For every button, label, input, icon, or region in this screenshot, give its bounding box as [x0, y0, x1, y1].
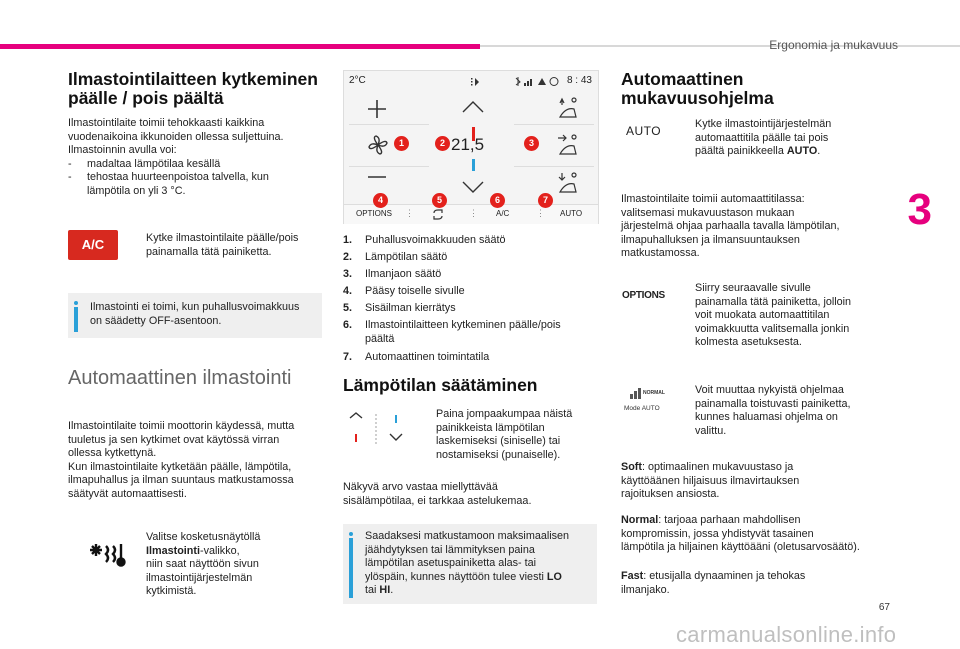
left-auto-para [68, 420, 338, 502]
page-number: 67 [878, 602, 890, 613]
left-title [68, 70, 318, 108]
separator-icon: ⋮ [469, 208, 478, 218]
text-line: valitsemasi mukavuustason mukaan [621, 206, 795, 219]
list-item: 4. Pääsy toiselle sivulle [343, 285, 465, 297]
callout-badge-7: 7 [538, 193, 553, 208]
text-line: Kytke ilmastointijärjestelmän [695, 118, 832, 130]
callout-badge-2: 2 [435, 136, 450, 151]
clock: 8 : 43 [566, 75, 592, 86]
list-item: päältä [365, 333, 395, 345]
list-item: 2. Lämpötilan säätö [343, 251, 448, 263]
text-line: vuodenaikoina ikkunoiden ollessa suljettuina. [68, 130, 284, 143]
callout-badge-1: 1 [394, 136, 409, 151]
text-line: ollessa kytkettynä. [68, 447, 157, 460]
text-line: lämpötilan asetuspainiketta alas- tai [365, 557, 537, 570]
text-line: painamalla tätä painiketta, jolloin [695, 295, 852, 308]
menu-dots-icon [470, 77, 480, 87]
normal-label: Normal [621, 514, 659, 526]
auto-mode-button[interactable]: AUTO [560, 209, 583, 218]
airflow-face-icon[interactable] [554, 132, 580, 158]
text-line: Ilmastointilaite toimii moottorin käydessä, mutta [68, 420, 295, 432]
menu-name: Ilmastointi [146, 544, 200, 557]
right-title-line-2: mukavuusohjelma [621, 88, 774, 108]
temp-para [343, 481, 603, 508]
text-line: Ilmastointilaite toimii automaattitilassa: [621, 193, 805, 205]
ac-button-icon: A/C [68, 230, 118, 260]
text-line: kolmesta asetuksesta. [695, 336, 802, 349]
temperature-value: 21,5 [451, 135, 485, 154]
text-line: kompromissin, jossa yhdistyvät tasainen [621, 527, 814, 540]
text-line: ilmastointijärjestelmän [146, 571, 253, 584]
text-line: Kytke ilmastointilaite päälle/pois [146, 232, 299, 244]
text-line: jäähdytyksen tai lämmityksen paina [365, 543, 535, 556]
info-icon-dot [349, 532, 353, 536]
mode-auto-label: Mode AUTO [624, 405, 660, 412]
info-icon [74, 307, 78, 332]
auto-keyword: AUTO [786, 145, 818, 158]
text-line: painamalla toistuvasti painiketta, [695, 397, 851, 410]
text-line: automaattitila päälle tai pois [695, 131, 829, 144]
text-line: lämpötila ja hiljainen käyttöääni (oletusarvosäätö). [621, 541, 860, 554]
dash-item: - tehostaa huurteenpoistoa talvella, kun lämpötila on yli 3 °C. [68, 171, 269, 197]
temp-instruction [418, 408, 616, 462]
options-button[interactable]: OPTIONS [356, 209, 393, 218]
text-line: matkustamossa. [621, 247, 700, 260]
text-line: nostamiseksi (punaiselle). [436, 448, 561, 461]
text-line: on säädetty OFF-asentoon. [90, 314, 222, 327]
temp-up-icon[interactable] [461, 100, 485, 114]
text-line: Ilmastointi ei toimi, kun puhallusvoimakkuus [90, 301, 300, 313]
separator-icon: ⋮ [536, 208, 545, 218]
text-line: voimakkuutta valitsemalla jonkin [695, 322, 850, 335]
list-item: 1. Puhallusvoimakkuuden säätö [343, 234, 506, 246]
temp-adjust-title [343, 376, 538, 395]
text-line: kunnes haluamasi ohjelma on [695, 411, 838, 424]
info-icon [349, 538, 353, 598]
airflow-windscreen-icon[interactable] [554, 95, 580, 121]
text-line: Valitse kosketusnäytöllä [146, 531, 261, 543]
list-item: 6. Ilmastointilaitteen kytkeminen päälle/pois [343, 319, 561, 331]
fast-para: Fast: etusijalla dynaaminen ja tehokas ilmanjako. [621, 570, 881, 597]
auto-button-icon: AUTO [626, 124, 662, 138]
right-title [621, 70, 774, 108]
watermark: carmanualsonline.info [676, 622, 897, 647]
climate-screen [343, 70, 599, 224]
auto-instruction [676, 118, 895, 159]
text-line [146, 545, 346, 559]
right-auto-para [621, 193, 881, 261]
left-title-line-1: Ilmastointilaitteen kytkeminen [68, 69, 318, 89]
separator-icon: ⋮ [405, 208, 414, 218]
text-line: Paina jompaakumpaa näistä [436, 408, 573, 420]
mode-normal-label: NORMAL [643, 390, 665, 396]
section-header: Ergonomia ja mukavuus [769, 38, 898, 52]
mode-instruction [676, 384, 900, 438]
text-line: painikkeista lämpötilan [436, 421, 545, 434]
callout-badge-5: 5 [432, 193, 447, 208]
info-icon-dot [74, 301, 78, 305]
text-line: rajoituksen ansiosta. [621, 488, 720, 501]
text-line: päältä painikkeella AUTO. [695, 145, 821, 158]
text-line: Ilmastointilaite toimii tehokkaasti kaikkina [68, 117, 265, 129]
text-line: ilmapuhallus ja ilman suuntaus matkustamossa [68, 474, 294, 487]
hi-label: HI [379, 584, 391, 597]
text-line: tuuletus ja sen kytkimet ovat käytössä virran [68, 433, 280, 446]
callout-badge-6: 6 [490, 193, 505, 208]
plus-icon[interactable] [366, 98, 388, 120]
text-line: Ilmastoinnin avulla voi: [68, 144, 177, 157]
text-line: laskemiseksi (siniselle) tai [436, 435, 561, 448]
text-line: säätyvät automaattisesti. [68, 487, 187, 500]
recirculation-icon[interactable] [432, 209, 444, 220]
fast-label: Fast [621, 570, 644, 582]
text-line: käyttöäänen hiljaisuus ilmavirtauksen [621, 474, 800, 487]
normal-para: Normal: tarjoaa parhaan mahdollisen kompromissin, jossa yhdistyvät tasainen lämpötila ja hiljainen käyttöääni (oletusarvosäätö). [621, 514, 891, 555]
dash-text: madaltaa lämpötilaa kesällä [87, 157, 221, 170]
temp-info-note [343, 524, 597, 604]
section-heading: Automaattinen ilmastointi [68, 367, 292, 389]
left-intro [68, 117, 338, 199]
text-line: Voit muuttaa nykyistä ohjelmaa [695, 384, 844, 396]
text-line: Siirry seuraavalle sivulle [695, 282, 811, 294]
soft-label: Soft [621, 461, 642, 473]
text-line: Näkyvä arvo vastaa miellyttävää [343, 481, 498, 493]
text-line: ilmapuhalluksen ja ilmansuuntauksen [621, 233, 800, 246]
right-title-line-1: Automaattinen [621, 69, 744, 89]
options-instruction [676, 282, 900, 350]
text-line: Saadaksesi matkustamoon maksimaalisen [365, 530, 570, 542]
text-line: ylöspäin, kunnes näyttöön tulee viesti LO [365, 570, 562, 583]
left-info-note [68, 293, 322, 338]
text-line: voit muokata automaattitilan [695, 309, 830, 322]
list-item: 7. Automaattinen toimintatila [343, 351, 490, 363]
list-item: 3. Ilmanjaon säätö [343, 268, 442, 280]
chapter-number: 3 [907, 185, 932, 234]
callout-badge-3: 3 [524, 136, 539, 151]
status-icons [514, 76, 562, 87]
text-line: ilmanjako. [621, 583, 670, 596]
text-line: järjestelmä ohjaa parhaalla tavalla lämpötilan, [621, 220, 840, 233]
minus-icon[interactable] [366, 172, 388, 182]
text-line: painamalla tätä painiketta. [146, 245, 272, 258]
menu-instruction [128, 531, 346, 599]
fan-icon[interactable] [366, 133, 390, 157]
text-line: sisälämpötilaa, ei tarkkaa astelukemaa. [343, 494, 532, 507]
dash-item: - madaltaa lämpötilaa kesällä [68, 157, 221, 170]
header-accent-bar [0, 44, 480, 49]
left-title-line-2: päälle / pois päältä [68, 88, 224, 108]
text-line: kytkimistä. [146, 585, 197, 598]
ac-instruction [128, 232, 346, 259]
text-line: tai HI. [365, 584, 394, 597]
text-line: niin saat näyttöön sivun [146, 558, 259, 571]
section-title-auto [68, 367, 291, 390]
outside-temp: 2°C [349, 75, 366, 86]
soft-para: Soft: optimaalinen mukavuustaso ja käyttöäänen hiljaisuus ilmavirtauksen rajoituksen ansiosta. [621, 461, 881, 502]
lo-label: LO [546, 570, 562, 583]
text-fragment: -valikko, [200, 544, 240, 557]
airflow-feet-icon[interactable] [554, 170, 580, 196]
temp-buttons-icon [346, 412, 406, 446]
temp-down-icon[interactable] [461, 180, 485, 194]
section-heading: Lämpötilan säätäminen [343, 375, 538, 395]
mode-auto-icon [624, 386, 664, 416]
options-button-icon: OPTIONS [622, 290, 665, 301]
list-item: 5. Sisäilman kierrätys [343, 302, 456, 314]
legend-list [343, 234, 597, 364]
text-line: valittu. [695, 424, 727, 437]
dash-text: lämpötila on yli 3 °C. [87, 184, 186, 197]
climate-menu-icon [88, 540, 128, 570]
callout-badge-4: 4 [373, 193, 388, 208]
text-line: Kun ilmastointilaite kytketään päälle, lämpötila, [68, 460, 292, 473]
ac-toggle-button[interactable]: A/C [496, 209, 510, 218]
dash-text: tehostaa huurteenpoistoa talvella, kun [87, 171, 269, 184]
